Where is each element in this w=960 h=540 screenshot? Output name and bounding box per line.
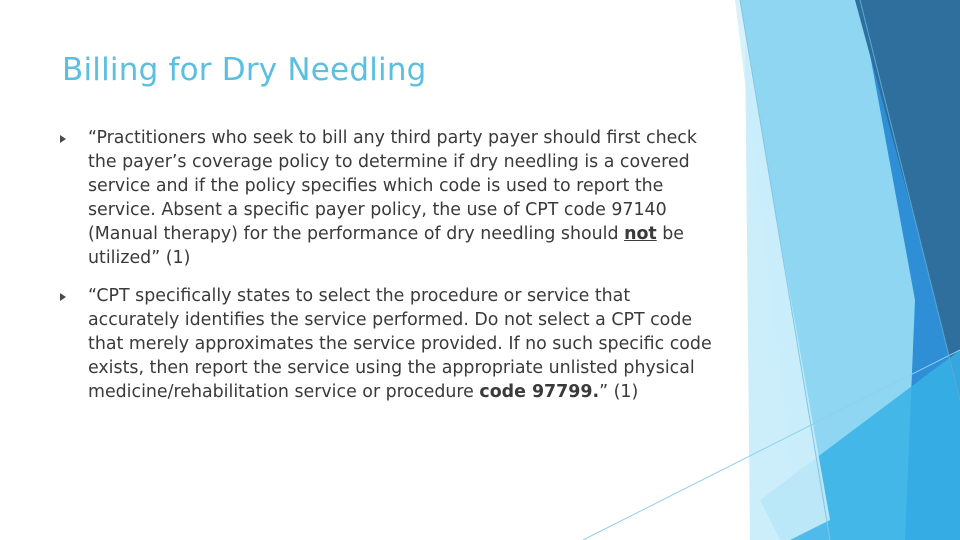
bullet-1-emphasis: not bbox=[624, 224, 657, 244]
bullet-item-2 bbox=[60, 284, 725, 404]
bullet-2-text-before: “CPT specifically states to select the procedure or service that accurately identifies the service performed. Do not select a CPT code that merely approximates the service provided. If no such specific code exists, then report the service using the appropriate unlisted physical medicine/rehabilitation service or procedure bbox=[88, 286, 712, 402]
bullet-text-2 bbox=[88, 284, 725, 404]
bullet-text-1 bbox=[88, 126, 725, 270]
bullet-item-1 bbox=[60, 126, 725, 270]
bullet-2-text-after: ” (1) bbox=[599, 382, 639, 402]
bullet-1-text-before: “Practitioners who seek to bill any third party payer should first check the payer’s coverage policy to determine if dry needling is a covered service and if the policy specifies which code is used to report the service. Absent a specific payer policy, the use of CPT code 97140 (Manual therapy) for the performance of dry needling should bbox=[88, 128, 697, 244]
bullet-list bbox=[60, 126, 725, 418]
triangle-right-icon bbox=[60, 293, 66, 301]
bullet-1-text-after: be utilized” (1) bbox=[88, 224, 684, 268]
slide-title: Billing for Dry Needling bbox=[62, 52, 427, 88]
bullet-2-emphasis: code 97799. bbox=[479, 382, 600, 402]
triangle-right-icon bbox=[60, 135, 66, 143]
